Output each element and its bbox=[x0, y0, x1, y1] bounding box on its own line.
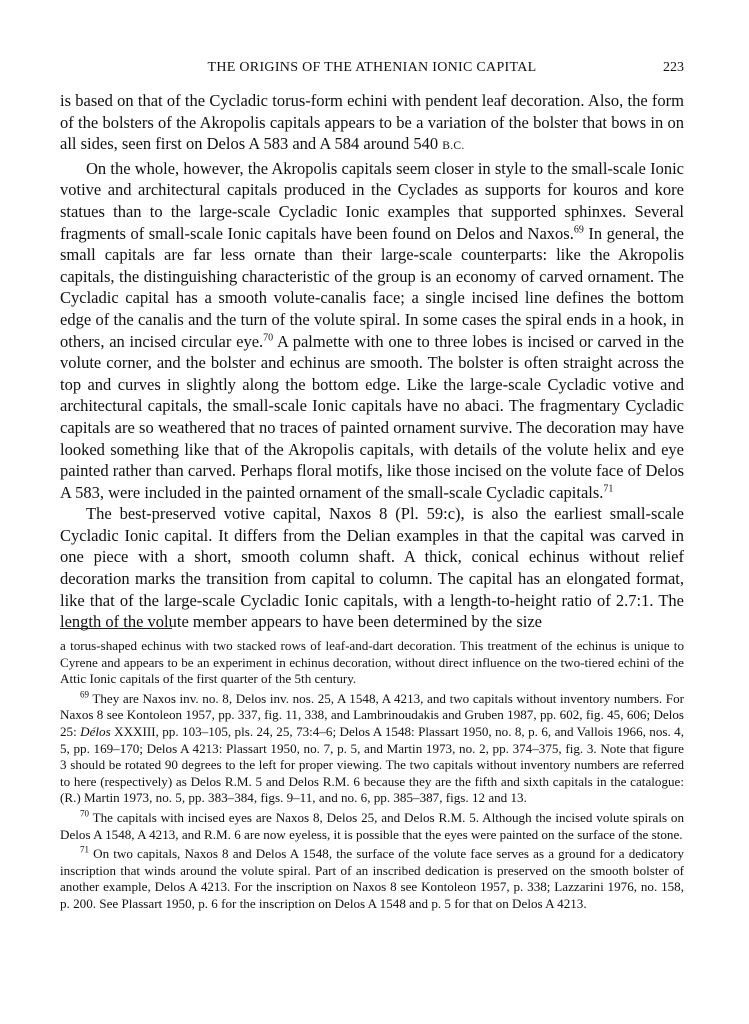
main-text bbox=[60, 90, 684, 633]
page-header bbox=[60, 60, 684, 80]
paragraph: The best-preserved votive capital, Naxos 8 (Pl. 59:c), is also the earliest small-scale Cycladic Ionic capital. It differs from the Delian examples in that the capital was carved in one piece with a short, smooth column shaft. A thick, conical echinus without relief decoration marks the transition from capital to column. The capital has an elongated format, like that of the large-scale Cycladic Ionic capitals, with a length-to-height ratio of 2.7:1. The length of the volute member appears to have been determined by the size bbox=[60, 504, 684, 632]
running-title: THE ORIGINS OF THE ATHENIAN IONIC CAPITAL bbox=[207, 60, 537, 75]
footnote-reference-70[interactable]: 70 bbox=[263, 332, 274, 344]
footnote-mark: 69 bbox=[80, 689, 89, 700]
footnote-69 bbox=[60, 691, 684, 807]
era-abbreviation: B.C. bbox=[442, 140, 465, 153]
page-number: 223 bbox=[663, 60, 684, 75]
footnote-70 bbox=[60, 810, 684, 843]
paragraph bbox=[60, 90, 684, 158]
text-run: is based on that of the Cycladic torus-form echini with pendent leaf decoration. Also, the form of the bolsters of the Akropolis capitals appears to be a variation of the bolster that bows in on all sides, seen first on Delos A 583 and A 584 around 540 bbox=[60, 91, 684, 154]
footnote-continuation: a torus-shaped echinus with two stacked rows of leaf-and-dart decoration. This treatment of the echinus is unique to Cyrene and appears to be an experiment in echinus decoration, without direct influence on the two-tiered echini of the Attic Ionic capitals of the first quarter of the 5th century. bbox=[60, 638, 684, 687]
footnote-text: They are Naxos inv. no. 8, Delos inv. nos. 25, A 1548, A 4213, and two capitals without inventory numbers. For Naxos 8 see Kontoleon 1957, pp. 337, fig. 11, 338, and Lambrinoudakis and Gruben 1987, pp. 602, fig. 45, 606; Delos 25: bbox=[60, 690, 684, 739]
footnotes bbox=[60, 638, 684, 916]
footnote-mark: 70 bbox=[80, 808, 89, 819]
footnote-text: On two capitals, Naxos 8 and Delos A 1548, the surface of the volute face serves as a ground for a dedicatory inscription that winds around the volute spiral. Part of an inscribed dedication is preserved on the smooth bolster of another example, Delos A 4213. For the inscription on Naxos 8 see Kontoleon 1957, p. 338; Lazzarini 1976, no. 158, p. 200. See Plassart 1950, p. 6 for the inscription on Delos A 1548 and p. 5 for that on Delos A 4213. bbox=[60, 846, 684, 911]
paragraph bbox=[60, 158, 684, 504]
text-run: A palmette with one to three lobes is incised or carved in the volute corner, and the bolster and echinus are smooth. The bolster is often straight across the top and curves in slightly along the bottom edge. Like the large-scale Cycladic votive and architectural capitals, the small-scale Ionic capitals have no abaci. The fragmentary Cycladic capitals are so weathered that no traces of painted ornament survive. The decoration may have looked something like that of the Akropolis capitals, with details of the volute helix and eye painted rather than carved. Perhaps floral motifs, like those incised on the volute face of Delos A 583, were included in the painted ornament of the small-scale Cycladic capitals. bbox=[60, 331, 684, 502]
footnote-71 bbox=[60, 846, 684, 912]
footnote-italic-title: Délos bbox=[80, 723, 111, 739]
text-run: In general, the small capitals are far less ornate than their large-scale counterparts: like the Akropolis capitals, the distinguishing characteristic of the group is an economy of carved ornament. The Cycladic capital has a smooth volute-canalis face; a single incised line defines the bottom edge of the canalis and the turn of the volute spiral. In some cases the spiral ends in a hook, in others, an incised circular eye. bbox=[60, 223, 684, 351]
footnote-text: The capitals with incised eyes are Naxos 8, Delos 25, and Delos R.M. 5. Although the incised volute spirals on Delos A 1548, A 4213, and R.M. 6 are now eyeless, it is possible that the eyes were painted on the surface of the stone. bbox=[60, 809, 684, 842]
footnote-mark: 71 bbox=[80, 844, 89, 855]
footnote-reference-71[interactable]: 71 bbox=[603, 483, 614, 495]
footnote-text: XXXIII, pp. 103–105, pls. 24, 25, 73:4–6; Delos A 1548: Plassart 1950, no. 8, p. 6, and Vallois 1966, nos. 4, 5, pp. 169–170; Delos A 4213: Plassart 1950, no. 7, p. 5, and Martin 1973, no. 2, pp. 374–375, fig. 3. Note that figure 3 should be rotated 90 degrees to the left for proper viewing. The two capitals without inventory numbers are referred to here (respectively) as Delos R.M. 5 and Delos R.M. 6 because they are the fifth and sixth capitals in the catalogue: (R.) Martin 1973, no. 5, pp. 383–384, figs. 9–11, and no. 6, pp. 385–387, figs. 12 and 13. bbox=[60, 723, 685, 806]
footnote-separator bbox=[60, 628, 172, 629]
footnote-reference-69[interactable]: 69 bbox=[573, 224, 584, 236]
text-run: On the whole, however, the Akropolis capitals seem closer in style to the small-scale Ionic votive and architectural capitals produced in the Cyclades as supports for kouros and kore statues than to the large-scale Cycladic Ionic examples that supported sphinxes. Several fragments of small-scale Ionic capitals have been found on Delos and Naxos. bbox=[60, 158, 684, 243]
